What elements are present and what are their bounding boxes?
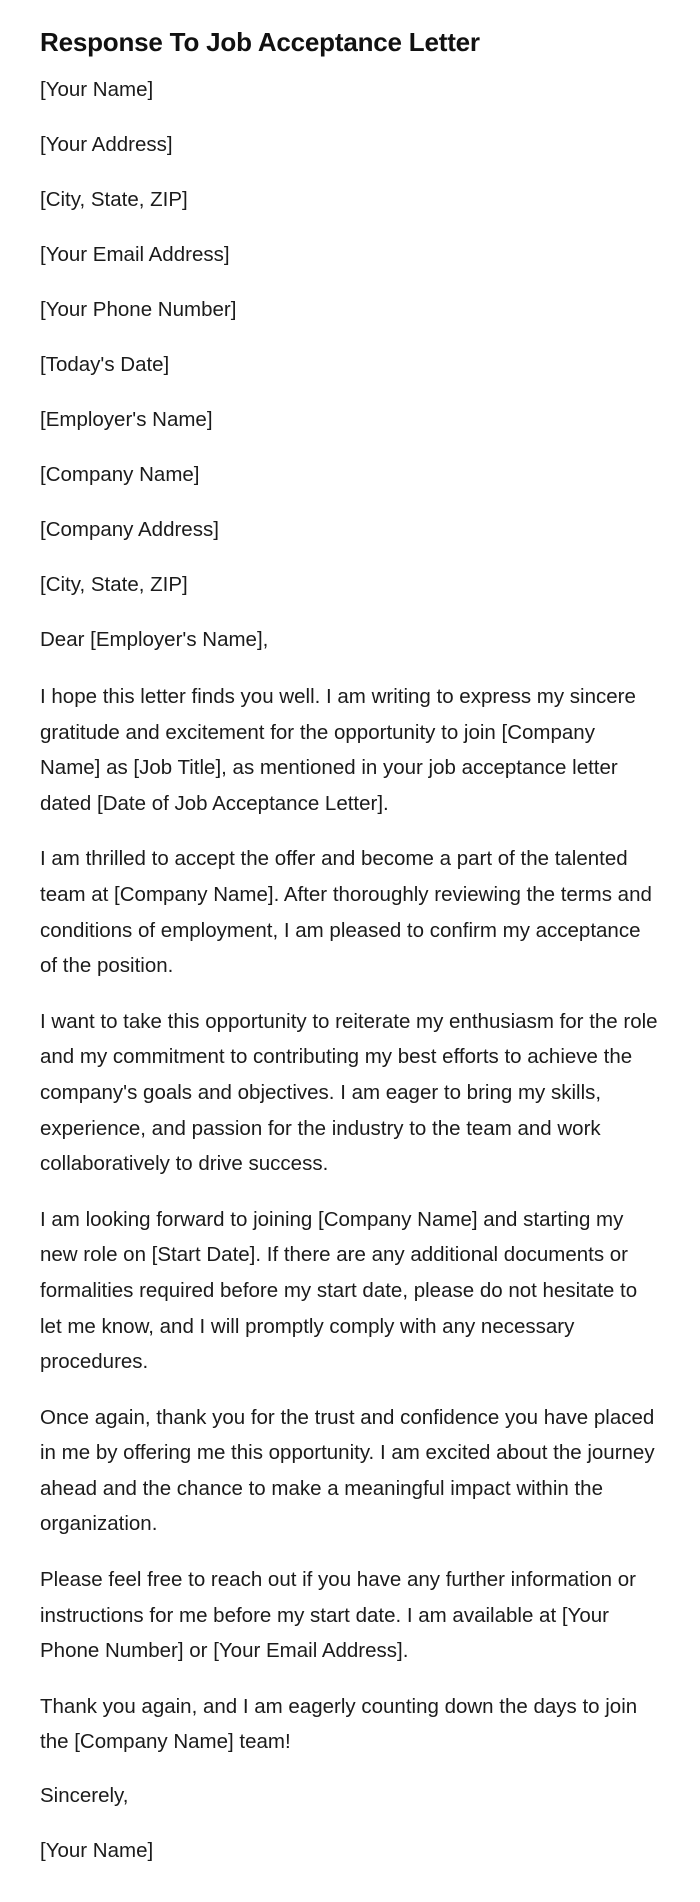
body-paragraph-2: I am thrilled to accept the offer and become a part of the talented team at [Company Name]. After thoroughly reviewing the terms and conditions of employment, I am pleased to confirm my acceptance of the position.: [40, 847, 652, 978]
body-paragraph-1: I hope this letter finds you well. I am writing to express my sincere gratitude and excitement for the opportunity to join [Company Name] as [Job Title], as mentioned in your job acceptance letter dated [Date of Job Acceptance Letter].: [40, 685, 636, 815]
sender-name: [Your Name]: [40, 78, 154, 101]
sender-city-state-zip: [City, State, ZIP]: [40, 188, 188, 211]
signature-name: [Your Name]: [40, 1839, 154, 1863]
body-paragraph-5: Once again, thank you for the trust and confidence you have placed in me by offering me this opportunity. I am excited about the journey ahead and the chance to make a meaningful impact within the organization.: [40, 1405, 655, 1536]
sender-address: [Your Address]: [40, 133, 173, 156]
recipient-address: [Company Address]: [40, 518, 219, 541]
letter-document: [40, 24, 660, 1890]
body-paragraph-7: Thank you again, and I am eagerly counting down the days to join the [Company Name] team!: [40, 1694, 638, 1754]
recipient-company: [Company Name]: [40, 463, 200, 486]
recipient-city-state-zip: [City, State, ZIP]: [40, 573, 188, 596]
sender-phone: [Your Phone Number]: [40, 298, 237, 321]
document-title: Response To Job Acceptance Letter: [40, 27, 480, 57]
closing: Sincerely,: [40, 1784, 129, 1808]
recipient-name: [Employer's Name]: [40, 408, 213, 431]
salutation: Dear [Employer's Name],: [40, 628, 269, 651]
body-paragraph-4: I am looking forward to joining [Company Name] and starting my new role on [Start Date]. If there are any additional documents or formalities required before my start date, please do not hesitate to let me know, and I will promptly comply with any necessary procedures.: [40, 1207, 638, 1374]
letter-date: [Today's Date]: [40, 353, 170, 376]
sender-email: [Your Email Address]: [40, 243, 230, 266]
body-paragraph-3: I want to take this opportunity to reiterate my enthusiasm for the role and my commitment to contributing my best efforts to achieve the company's goals and objectives. I am eager to bring my skills, experience, and passion for the industry to the team and work collaboratively to drive success.: [40, 1009, 658, 1176]
body-paragraph-6: Please feel free to reach out if you have any further information or instructions for me before my start date. I am available at [Your Phone Number] or [Your Email Address].: [40, 1568, 636, 1663]
